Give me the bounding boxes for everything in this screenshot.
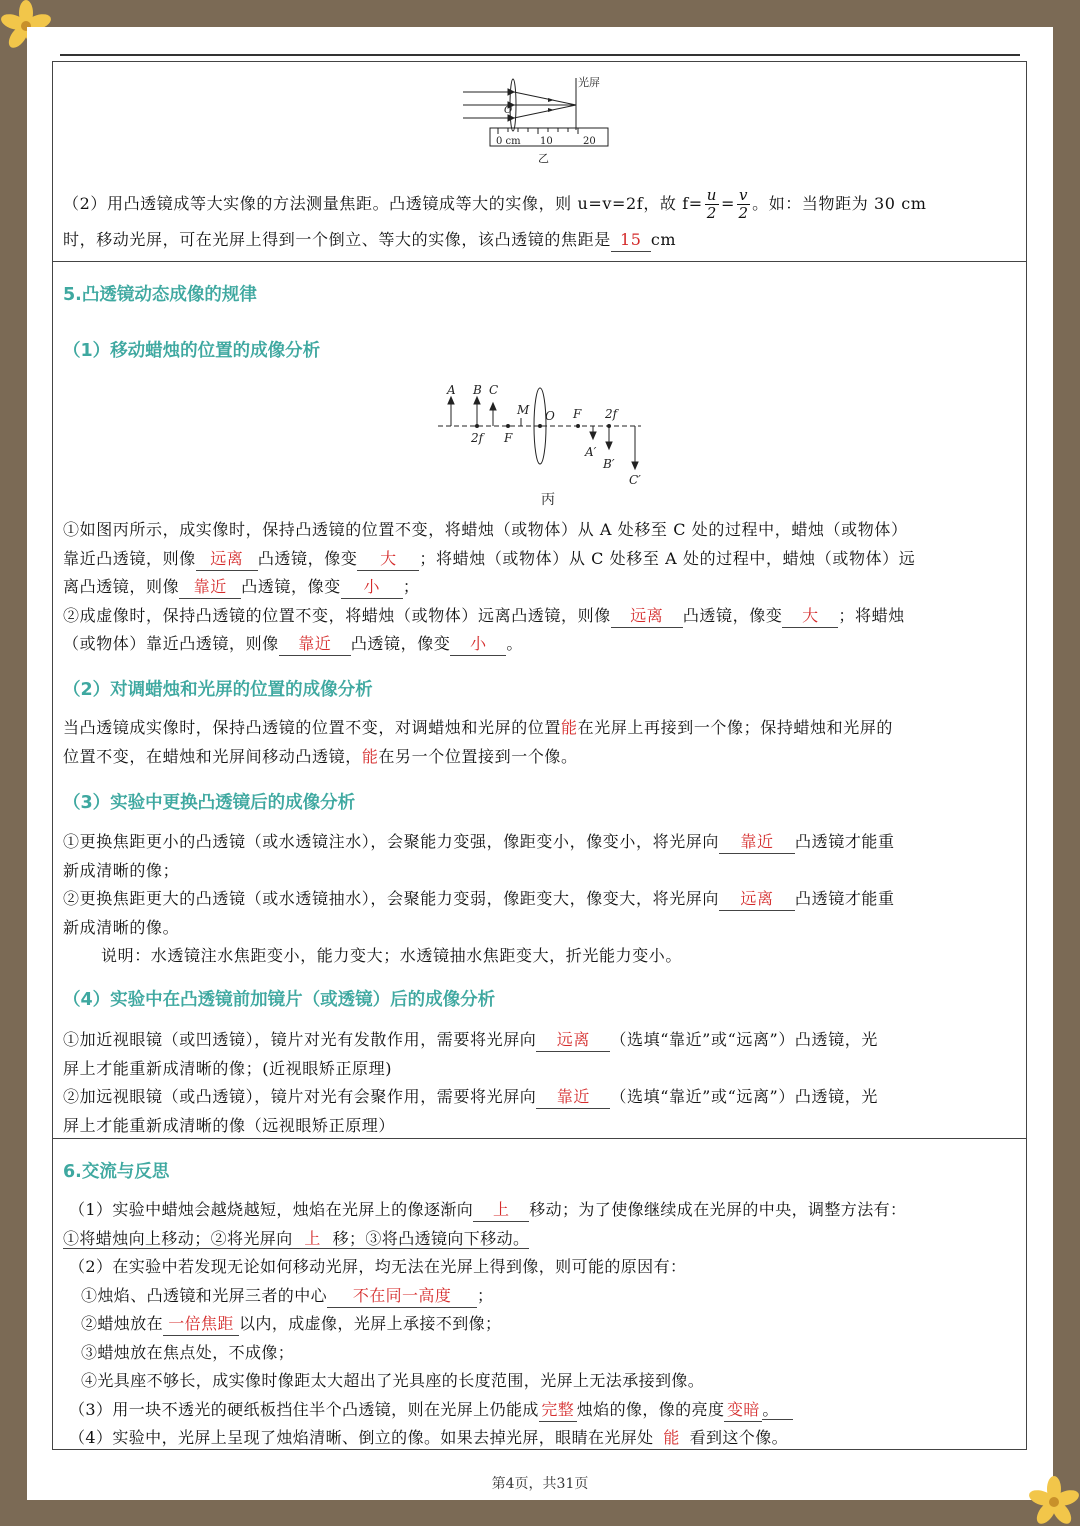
- section-5-sub-4: （4）实验中在凸透镜前加镜片（或透镜）后的成像分析: [63, 990, 496, 1010]
- answer-blank: 靠近: [179, 576, 241, 599]
- answer-blank: 上: [473, 1199, 529, 1222]
- section-5-title: 5.凸透镜动态成像的规律: [63, 285, 257, 305]
- answer-blank: 靠近: [279, 633, 351, 656]
- figure-yi-ruler-10: 10: [540, 136, 553, 147]
- figure-yi-screen-label: 光屏: [578, 76, 600, 89]
- label-O: O: [545, 409, 555, 423]
- label-B: B: [473, 383, 482, 397]
- figure-bing-dynamic-imaging: [433, 380, 653, 510]
- sec5-paragraph-4: ①更换焦距更小的凸透镜（或水透镜注水），会聚能力变强，像距变小，像变小，将光屏向 靠近 凸透镜才能重 新成清晰的像； ②更换焦距更大的凸透镜（或水透镜抽水），会聚能力变弱，像距变大，像变大，将光屏向 远离 凸透镜才能重 新成清晰的像。 说明：水透镜注水焦距变小，能力变大；水透镜抽水焦距变大，折光能力变小。: [63, 828, 1016, 971]
- sec4-paragraph-2: （2）用凸透镜成等大实像的方法测量焦距。凸透镜成等大的实像，则 u=v=2f，故 f= $\frac{u}{2}$ = $\frac{v}{2}$ 。如：当物距为 30 cm 时，移动光屏，可在光屏上得到一个倒立、等大的实像，该凸透镜的焦距是 15 cm: [63, 187, 1016, 255]
- sec5-paragraph-5: ①加近视眼镜（或凹透镜），镜片对光有发散作用，需要将光屏向 远离 （选填“靠近”或“远离”）凸透镜，光 屏上才能重新成清晰的像；(近视眼矫正原理) ②加远视眼镜（或凸透镜），镜片对光有会聚作用，需要将光屏向 靠近 （选填“靠近”或“远离”）凸透镜，光 屏上才能重新成清晰的像（远视眼矫正原理）: [63, 1030, 878, 1135]
- label-A-prime: A′: [585, 445, 597, 459]
- figure-yi-ruler-0: 0 cm: [496, 136, 521, 147]
- answer-blank: 靠近: [536, 1086, 610, 1109]
- answer-blank: 不在同一高度: [327, 1285, 477, 1308]
- label-M: M: [517, 403, 530, 417]
- sec6-body: （1）实验中蜡烛会越烧越短，烛焰在光屏上的像逐渐向 上 移动；为了使像继续成在光屏的中央，调整方法有： ①将蜡烛向上移动；②将光屏向 上 移；③将凸透镜向下移动。 （2）在实验中若发现无论如何移动光屏，均无法在光屏上得到像，则可能的原因有： ①烛焰、凸透镜和光屏三者的中心 不在同一高度 ； ②蜡烛放在 一倍焦距 以内，成虚像，光屏上承接不到像； ③蜡烛放在焦点处，不成像； ④光具座不够长，成实像时像距太大超出了光具座的长度范围，光屏上无法承接到像。 （3）用一块不透光的硬纸板挡住半个凸透镜，则在光屏上仍能成 完整 烛焰的像，像的亮度 变暗 。 （4）实验中，光屏上呈现了烛焰清晰、倒立的像。如果去掉光屏，眼睛在光屏处 能 看到这个像。: [63, 1196, 1016, 1453]
- answer-blank: 靠近: [719, 831, 795, 854]
- label-2f-right: 2f: [605, 407, 618, 421]
- answer-blank: 大: [782, 605, 838, 628]
- page-number: 第4页，共31页: [491, 1476, 589, 1492]
- label-C: C: [489, 383, 499, 397]
- answer-blank: 完整: [539, 1399, 577, 1422]
- answer-blank: 远离: [196, 548, 258, 571]
- answer-blank: 大: [357, 548, 419, 571]
- flower-decoration-bottom-right: [1022, 1470, 1080, 1526]
- answer-focal-length: 15: [611, 229, 651, 252]
- figure-yi-lens-focus: [458, 70, 628, 180]
- figure-yi-caption: 乙: [538, 152, 549, 165]
- label-F-right: F: [573, 407, 582, 421]
- sec5-paragraph-3: 当凸透镜成实像时，保持凸透镜的位置不变，对调蜡烛和光屏的位置能在光屏上再接到一个像；保持蜡烛和光屏的 位置不变，在蜡烛和光屏间移动凸透镜，能在另一个位置接到一个像。: [63, 718, 894, 766]
- top-rule: [60, 54, 1020, 56]
- section-5-sub-3: （3）实验中更换凸透镜后的成像分析: [63, 793, 356, 813]
- section-5-sub-2: （2）对调蜡烛和光屏的位置的成像分析: [63, 680, 373, 700]
- figure-yi-o-label: O: [504, 105, 513, 116]
- answer-blank: 变暗: [724, 1399, 762, 1422]
- label-A: A: [447, 383, 456, 397]
- answer-blank: 远离: [719, 888, 795, 911]
- label-2f-left: 2f: [471, 431, 484, 445]
- answer-blank: 小: [450, 633, 506, 656]
- answer-blank: 远离: [611, 605, 683, 628]
- answer-blank: 一倍焦距: [163, 1313, 239, 1336]
- answer-blank: 远离: [536, 1029, 610, 1052]
- figure-yi-ruler-20: 20: [583, 136, 596, 147]
- row-divider: [53, 1138, 1026, 1139]
- label-B-prime: B′: [603, 457, 615, 471]
- section-6-title: 6.交流与反思: [63, 1162, 170, 1182]
- label-C-prime: C′: [629, 473, 641, 487]
- figure-bing-caption: 丙: [541, 492, 555, 508]
- label-F-left: F: [504, 431, 513, 445]
- answer-blank: 能: [654, 1427, 690, 1450]
- content-table: [52, 61, 1027, 1450]
- section-5-sub-1: （1）移动蜡烛的位置的成像分析: [63, 341, 321, 361]
- note: 说明：水透镜注水焦距变小，能力变大；水透镜抽水焦距变大，折光能力变小。: [101, 946, 683, 965]
- sec5-paragraph-1: ①如图丙所示，成实像时，保持凸透镜的位置不变，将蜡烛（或物体）从 A 处移至 C 处的过程中，蜡烛（或物体） 靠近凸透镜，则像 远离 凸透镜，像变 大 ；将蜡烛（或物体）从 C 处移至 A 处的过程中，蜡烛（或物体）远 离凸透镜，则像 靠近 凸透镜，像变 小 ； ②成虚像时，保持凸透镜的位置不变，将蜡烛（或物体）远离凸透镜，则像 远离 凸透镜，像变 大 ；将蜡烛 （或物体）靠近凸透镜，则像 靠近 凸透镜，像变 小 。: [63, 516, 1016, 659]
- row-divider: [53, 261, 1026, 262]
- answer-blank: 小: [341, 576, 403, 599]
- answer-blank: 上: [304, 1228, 321, 1248]
